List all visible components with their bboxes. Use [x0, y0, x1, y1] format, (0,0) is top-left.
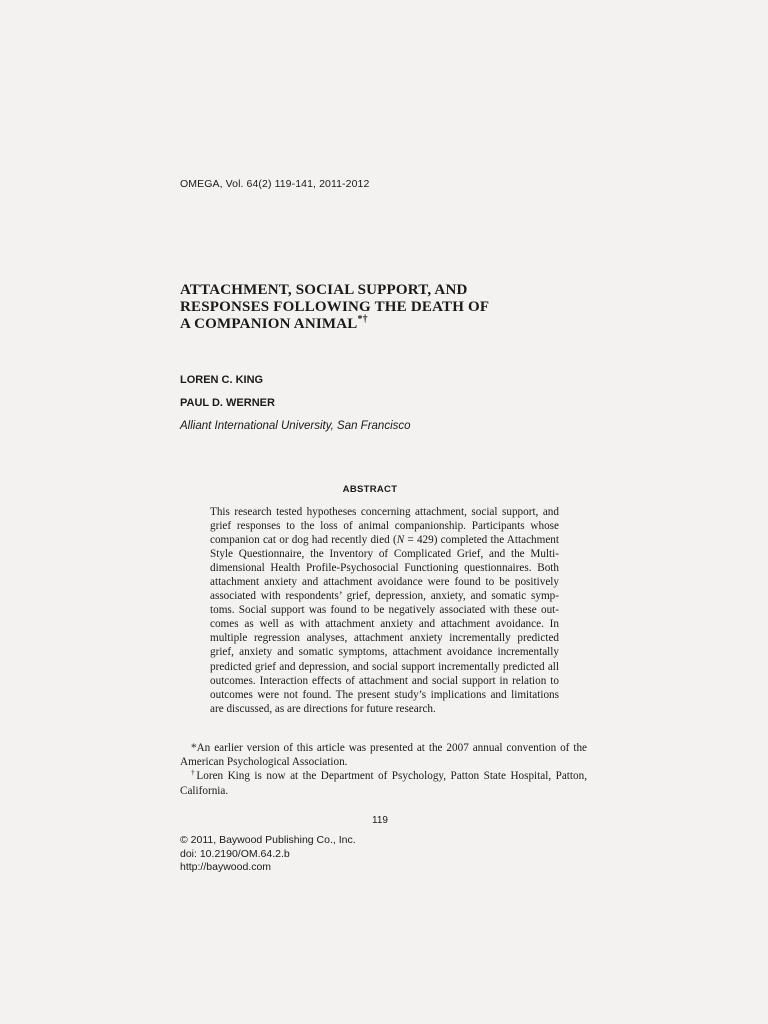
sample-size-symbol: N — [396, 534, 405, 547]
copyright-line: © 2011, Baywood Publishing Co., Inc. — [180, 834, 356, 846]
footnote-2-text: Loren King is now at the Department of Psychology, Patton State Hospital, Patton, California. — [180, 770, 587, 797]
author-affiliation: Alliant International University, San Francisco — [180, 420, 411, 432]
publisher-info — [180, 834, 356, 875]
author-name: LOREN C. KING — [180, 374, 264, 386]
article-title — [180, 282, 540, 333]
title-line-3-text: A COMPANION ANIMAL — [180, 316, 358, 332]
footnote-2-mark: † — [191, 767, 197, 777]
abstract-text-part-1: This research tested hypotheses concerning attachment, social support, and grief responses to the loss of animal companionship. Participants whose companion cat or dog had recently died ( — [210, 506, 559, 547]
footnotes — [180, 741, 587, 798]
footnote-1-mark: * — [191, 742, 197, 754]
footnote-1 — [180, 741, 587, 769]
page-number: 119 — [372, 815, 388, 826]
footnote-2 — [180, 769, 587, 797]
title-line-3 — [180, 316, 540, 333]
abstract-paragraph — [210, 505, 559, 716]
title-line-2: RESPONSES FOLLOWING THE DEATH OF — [180, 299, 490, 315]
publisher-url: http://baywood.com — [180, 861, 272, 873]
doi-line: doi: 10.2190/OM.64.2.b — [180, 847, 290, 860]
abstract-heading: ABSTRACT — [342, 484, 398, 495]
abstract-body — [210, 505, 559, 716]
footnote-1-text: An earlier version of this article was presented at the 2007 annual convention of the American Psychological Association. — [180, 742, 587, 769]
author-name: PAUL D. WERNER — [180, 397, 275, 409]
title-line-1: ATTACHMENT, SOCIAL SUPPORT, AND — [180, 282, 468, 298]
title-footnote-marks: *† — [357, 314, 368, 325]
journal-citation: OMEGA, Vol. 64(2) 119-141, 2011-2012 — [180, 178, 370, 190]
abstract-text-part-2: = 429) completed the Attachment Style Questionnaire, the Inventory of Complicated Grief, and the Multi-dimensional Health Profile-Psychosocial Functioning questionnaires. Both attachment anxiety and attachment avoidance were found to be positively associated with respondents’ grief, depression, anxiety, and somatic symp-toms. Social support was found to be negatively associated with these out-comes as well as with attachment anxiety and attachment avoidance. In multiple regression analyses, attachment anxiety incrementally predicted grief, anxiety and somatic symptoms, attachment avoidance incrementally predicted grief and depression, and social support incrementally predicted all outcomes. Interaction effects of attachment and social support in relation to outcomes were not found. The present study’s implications and limitations are discussed, as are directions for future research. — [210, 534, 559, 715]
